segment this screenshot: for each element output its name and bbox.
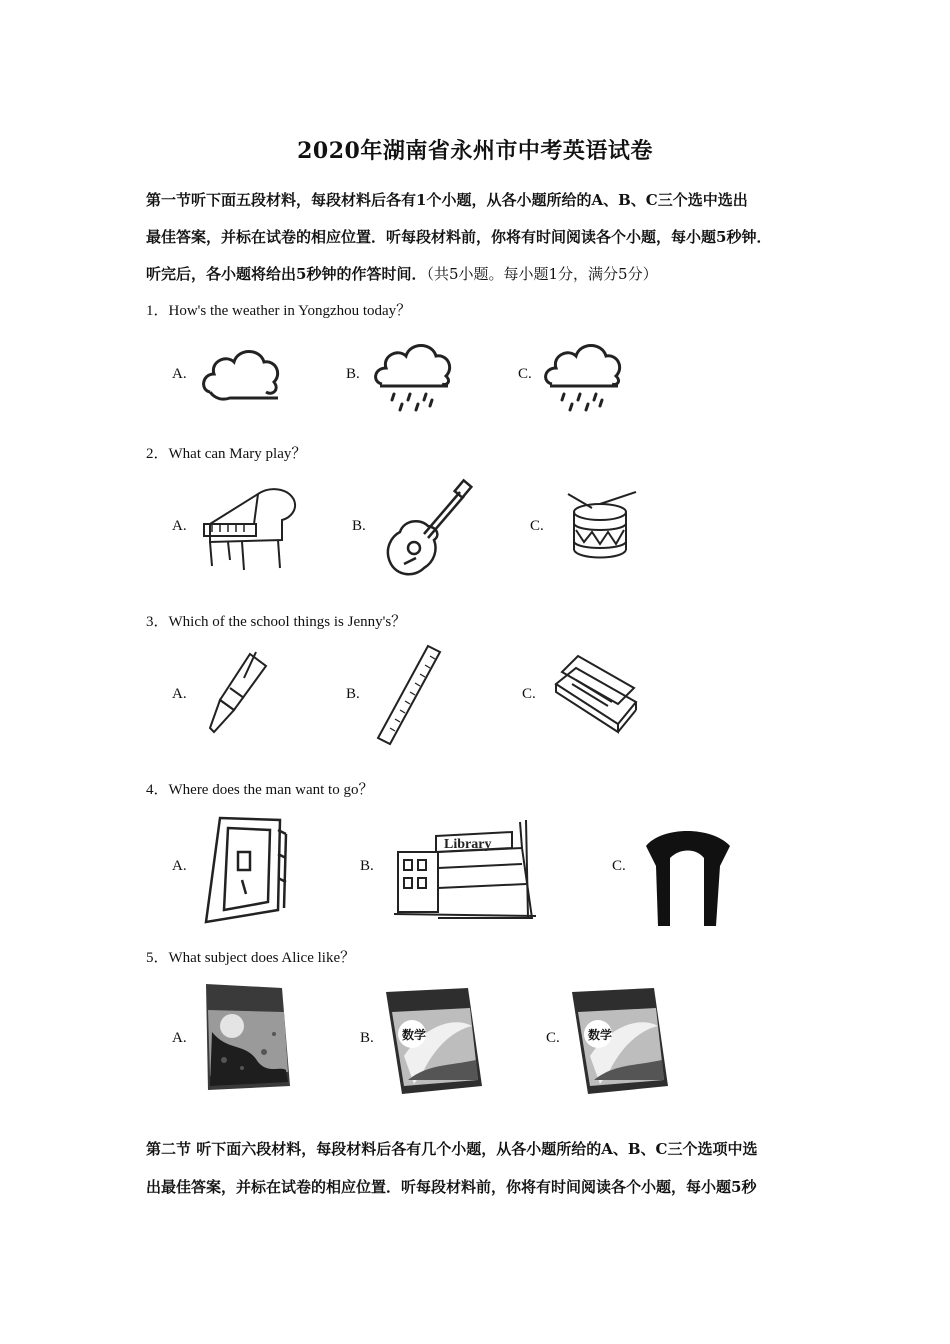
section-2-line-1: 第二节 听下面六段材料，每段材料后各有几个小题，从各小题所给的A、B、C三个选项中选 xyxy=(146,1140,758,1158)
rain-icon[interactable] xyxy=(372,340,454,414)
instruction-line-1: 第一节听下面五段材料，每段材料后各有1个小题，从各小题所给的A、B、C三个选中选出 xyxy=(146,191,748,209)
option-1a-label[interactable]: A. xyxy=(172,366,187,382)
option-5c-label[interactable]: C. xyxy=(546,1030,560,1046)
option-2b-label[interactable]: B. xyxy=(352,518,366,534)
piano-icon[interactable] xyxy=(198,480,302,576)
instruction-line-3-bold: 听完后，各小题将给出5秒钟的作答时间． xyxy=(146,265,427,283)
question-2: 2．What can Mary play？ xyxy=(146,446,307,462)
option-5a-label[interactable]: A. xyxy=(172,1030,187,1046)
rain-icon[interactable] xyxy=(542,340,624,414)
question-5: 5．What subject does Alice like？ xyxy=(146,950,356,966)
option-4b-label[interactable]: B. xyxy=(360,858,374,874)
gate-icon[interactable] xyxy=(642,822,734,926)
instruction-line-3 xyxy=(146,263,658,284)
option-3a-label[interactable]: A. xyxy=(172,686,187,702)
section-2-line-2: 出最佳答案，并标在试卷的相应位置．听每段材料前，你将有时间阅读各个小题，每小题5秒 xyxy=(146,1178,757,1196)
option-1b-label[interactable]: B. xyxy=(346,366,360,382)
ruler-icon[interactable] xyxy=(374,644,446,748)
door-building-icon[interactable] xyxy=(198,814,294,926)
pen-icon[interactable] xyxy=(200,648,272,738)
library-icon[interactable] xyxy=(392,818,538,924)
math-book-icon[interactable] xyxy=(384,986,484,1096)
question-4: 4．Where does the man want to go？ xyxy=(146,782,374,798)
option-3c-label[interactable]: C. xyxy=(522,686,536,702)
option-1c-label[interactable]: C. xyxy=(518,366,532,382)
instruction-line-2: 最佳答案，并标在试卷的相应位置．听每段材料前，你将有时间阅读各个小题，每小题5秒钟． xyxy=(146,228,772,246)
option-2a-label[interactable]: A. xyxy=(172,518,187,534)
library-sign: Library xyxy=(444,837,492,852)
page-title: 2020年湖南省永州市中考英语试卷 xyxy=(297,138,653,164)
cloudy-icon[interactable] xyxy=(200,340,282,408)
question-3: 3．Which of the school things is Jenny's？ xyxy=(146,614,407,630)
option-4c-label[interactable]: C. xyxy=(612,858,626,874)
drum-icon[interactable] xyxy=(562,490,644,566)
book-title: 数学 xyxy=(588,1028,613,1042)
option-5b-label[interactable]: B. xyxy=(360,1030,374,1046)
option-4a-label[interactable]: A. xyxy=(172,858,187,874)
guitar-icon[interactable] xyxy=(380,478,474,582)
book-cover-icon[interactable] xyxy=(198,982,294,1094)
pencil-box-icon[interactable] xyxy=(548,654,640,734)
option-2c-label[interactable]: C. xyxy=(530,518,544,534)
score-note: （共5小题。每小题1分，满分5分） xyxy=(426,265,658,283)
question-1: 1．How's the weather in Yongzhou today？ xyxy=(146,303,412,319)
option-3b-label[interactable]: B. xyxy=(346,686,360,702)
book-title: 数学 xyxy=(402,1028,427,1042)
math-book-icon[interactable] xyxy=(570,986,670,1096)
